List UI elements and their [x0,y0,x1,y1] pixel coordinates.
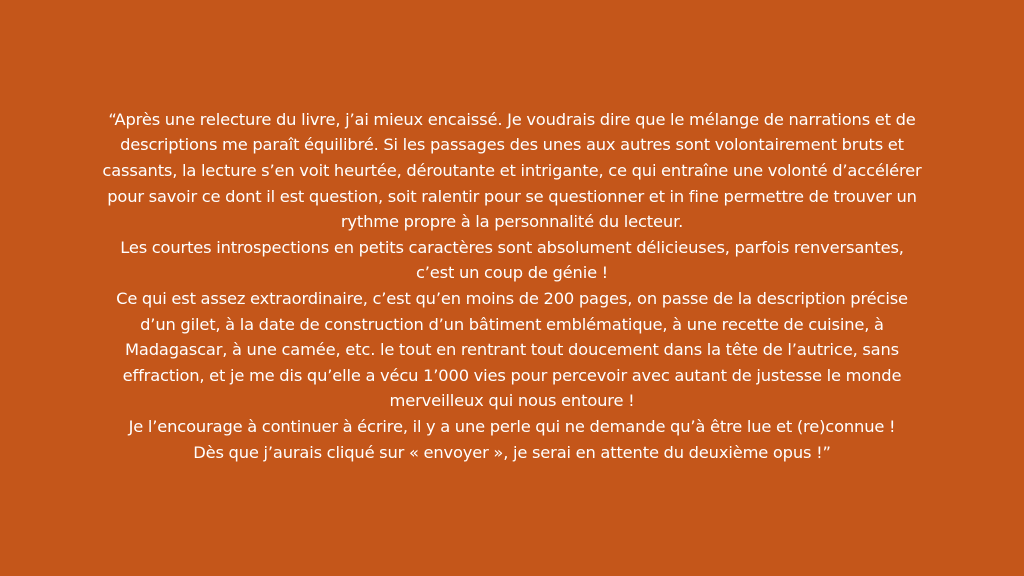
quote-line: d’un gilet, à la date de construction d’un bâtiment emblématique, à une recette de cuisine, à [140,314,884,334]
quote-line: pour savoir ce dont il est question, soit ralentir pour se questionner et in fine permettre de trouver un [107,186,917,206]
quote-line: Dès que j’aurais cliqué sur « envoyer », je serai en attente du deuxième opus !” [193,442,831,462]
quote-line: rythme propre à la personnalité du lecteur. [340,212,684,232]
quote-line: Ce qui est assez extraordinaire, c’est qu’en moins de 200 pages, on passe de la description précise [116,289,908,308]
quote-line: descriptions me paraît équilibré. Si les passages des unes aux autres sont volontairement bruts et [120,135,904,155]
quote-line: effraction, et je me dis qu’elle a vécu 1’000 vies pour percevoir avec autant de justesse le monde [122,365,902,385]
quote-line: “Après une relecture du livre, j’ai mieux encaissé. Je voudrais dire que le mélange de narrations et de [108,109,916,129]
quote-line: merveilleux qui nous entoure ! [389,391,635,411]
quote-line: Madagascar, à une camée, etc. le tout en rentrant tout doucement dans la tête de l’autrice, sans [124,340,900,360]
testimonial-quote [62,107,962,465]
quote-line: c’est un coup de génie ! [415,263,609,283]
quote-line: Je l’encourage à continuer à écrire, il y a une perle qui ne demande qu’à être lue et (re)connue ! [128,416,896,436]
quote-line: cassants, la lecture s’en voit heurtée, déroutante et intrigante, ce qui entraîne une volonté d’accélérer [102,161,922,181]
quote-line: Les courtes introspections en petits caractères sont absolument délicieuses, parfois renversantes, [120,237,904,257]
